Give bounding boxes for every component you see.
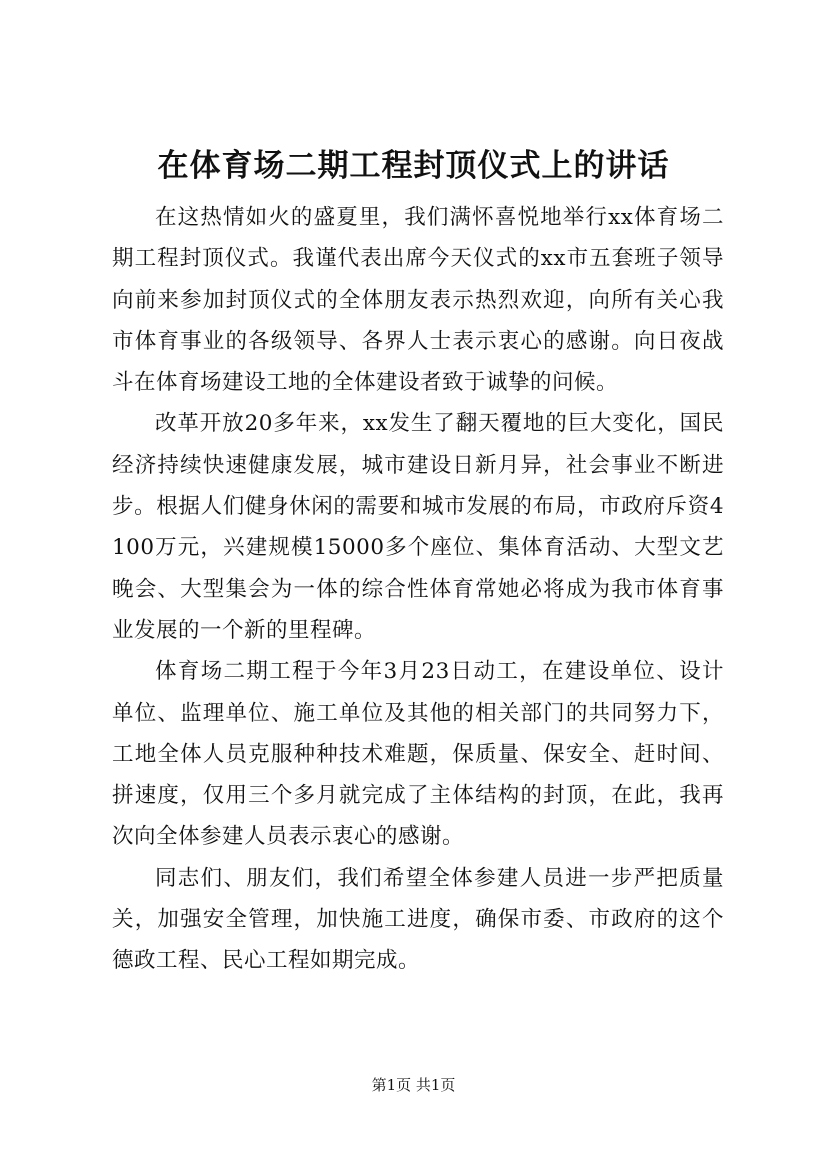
paragraph: 在这热情如火的盛夏里，我们满怀喜悦地举行xx体育场二期工程封顶仪式。我谨代表出席今天仪式的xx市五套班子领导向前来参加封顶仪式的全体朋友表示热烈欢迎，向所有关心我市体育事业的各级领导、各界人士表示衷心的感谢。向日夜战斗在体育场建设工地的全体建设者致于诚挚的问候。 xyxy=(112,205,724,396)
document-body xyxy=(112,197,724,982)
paragraph: 同志们、朋友们，我们希望全体参建人员进一步严把质量关，加强安全管理，加快施工进度，确保市委、市政府的这个德政工程、民心工程如期完成。 xyxy=(112,865,724,974)
paragraph: 改革开放20多年来，xx发生了翻天覆地的巨大变化，国民经济持续快速健康发展，城市建设日新月异，社会事业不断进步。根据人们健身休闲的需要和城市发展的布局，市政府斥资4100万元，兴建规模15000多个座位、集体育活动、大型文艺晚会、大型集会为一体的综合性体育常她必将成为我市体育事业发展的一个新的里程碑。 xyxy=(112,411,724,643)
page-footer: 第1页 共1页 xyxy=(371,1076,456,1094)
paragraph: 体育场二期工程于今年3月23日动工，在建设单位、设计单位、监理单位、施工单位及其他的相关部门的共同努力下，工地全体人员克服种种技术难题，保质量、保安全、赶时间、拼速度，仅用三个多月就完成了主体结构的封顶，在此，我再次向全体参建人员表示衷心的感谢。 xyxy=(112,659,724,850)
document-title: 在体育场二期工程封顶仪式上的讲话 xyxy=(157,148,670,184)
